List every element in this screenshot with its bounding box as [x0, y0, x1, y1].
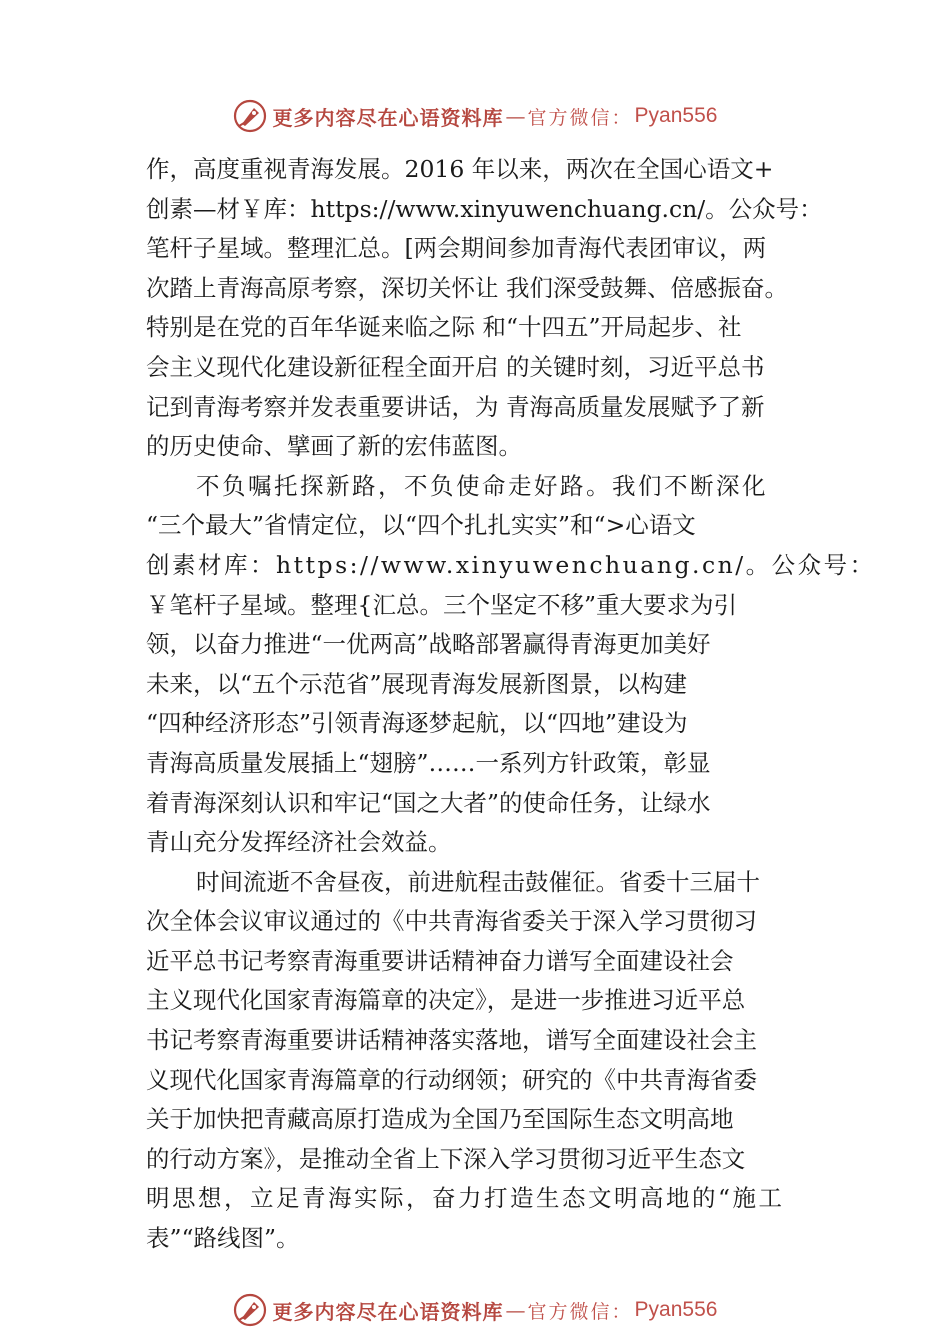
- banner-dash: —: [505, 104, 526, 128]
- text-line: 次踏上青海高原考察，深切关怀让 我们深受鼓舞、倍感振奋。: [146, 273, 788, 302]
- text-line: 青海高质量发展插上“翅膀”……一系列方针政策，彰显: [146, 748, 711, 777]
- banner-wechat-label: 官方微信：: [527, 106, 633, 129]
- text-line: 创素材库：https://www.xinyuwenchuang.cn/。公众号：: [146, 550, 876, 579]
- text-line: 创素—材￥库：https://www.xinyuwenchuang.cn/。公众号：: [146, 194, 823, 223]
- text-line: 未来，以“五个示范省”展现青海发展新图景，以构建: [146, 669, 688, 698]
- text-line: “四种经济形态”引领青海逐梦起航，以“四地”建设为: [146, 709, 688, 738]
- text-line: 次全体会议审议通过的《中共青海省委关于深入学习贯彻习: [146, 907, 757, 936]
- text-line: 明思想，立足青海实际，奋力打造生态文明高地的“施工: [146, 1184, 785, 1213]
- paragraph-start-line: 时间流逝不舍昼夜，前进航程击鼓催征。省委十三届十: [196, 867, 760, 896]
- text-line: ￥笔杆子星域。整理{汇总。三个坚定不移”重大要求为引: [146, 590, 737, 619]
- text-line: 领，以奋力推进“一优两高”战略部署赢得青海更加美好: [146, 630, 711, 659]
- text-line: 主义现代化国家青海篇章的决定》，是进一步推进习近平总: [146, 986, 746, 1015]
- text-line: 会主义现代化建设新征程全面开启 的关键时刻，习近平总书: [146, 352, 765, 381]
- pen-nib-logo-icon: [233, 99, 267, 133]
- text-line: 关于加快把青藏高原打造成为全国乃至国际生态文明高地: [146, 1105, 734, 1134]
- footer-banner: [0, 1290, 950, 1330]
- banner-wechat-label: 官方微信：: [527, 1300, 633, 1323]
- text-line: 表”“路线图”。: [146, 1224, 300, 1253]
- text-line: 的历史使命、擘画了新的宏伟蓝图。: [146, 432, 522, 461]
- banner-dash: —: [505, 1298, 526, 1322]
- text-line: 记到青海考察并发表重要讲话，为 青海高质量发展赋予了新: [146, 392, 765, 421]
- pen-nib-logo-icon: [233, 1293, 267, 1327]
- banner-brand: 更多内容尽在心语资料库: [272, 105, 504, 130]
- paragraph-start-line: 不负嘱托探新路，不负使命走好路。我们不断深化: [196, 471, 768, 500]
- text-line: 的行动方案》，是推动全省上下深入学习贯彻习近平生态文: [146, 1144, 746, 1173]
- text-line: 书记考察青海重要讲话精神落实落地，谱写全面建设社会主: [146, 1026, 757, 1055]
- text-line: 笔杆子星域。整理汇总。[两会期间参加青海代表团审议，两: [146, 234, 767, 263]
- text-line: 青山充分发挥经济社会效益。: [146, 828, 452, 857]
- text-line: 作，高度重视青海发展。2016 年以来，两次在全国心语文+: [146, 155, 774, 183]
- banner-account: Pyan556: [634, 104, 718, 127]
- text-line: “三个最大”省情定位，以“四个扎扎实实”和“>心语文: [146, 511, 696, 540]
- banner-account: Pyan556: [634, 1298, 718, 1321]
- banner-brand: 更多内容尽在心语资料库: [272, 1299, 504, 1324]
- text-line: 义现代化国家青海篇章的行动纲领；研究的《中共青海省委: [146, 1065, 757, 1094]
- header-banner: [0, 96, 950, 136]
- document-body: [146, 150, 876, 1259]
- text-line: 特别是在党的百年华诞来临之际 和“十四五”开局起步、社: [146, 313, 742, 342]
- text-line: 着青海深刻认识和牢记“国之大者”的使命任务，让绿水: [146, 788, 711, 817]
- text-line: 近平总书记考察青海重要讲话精神奋力谱写全面建设社会: [146, 946, 734, 975]
